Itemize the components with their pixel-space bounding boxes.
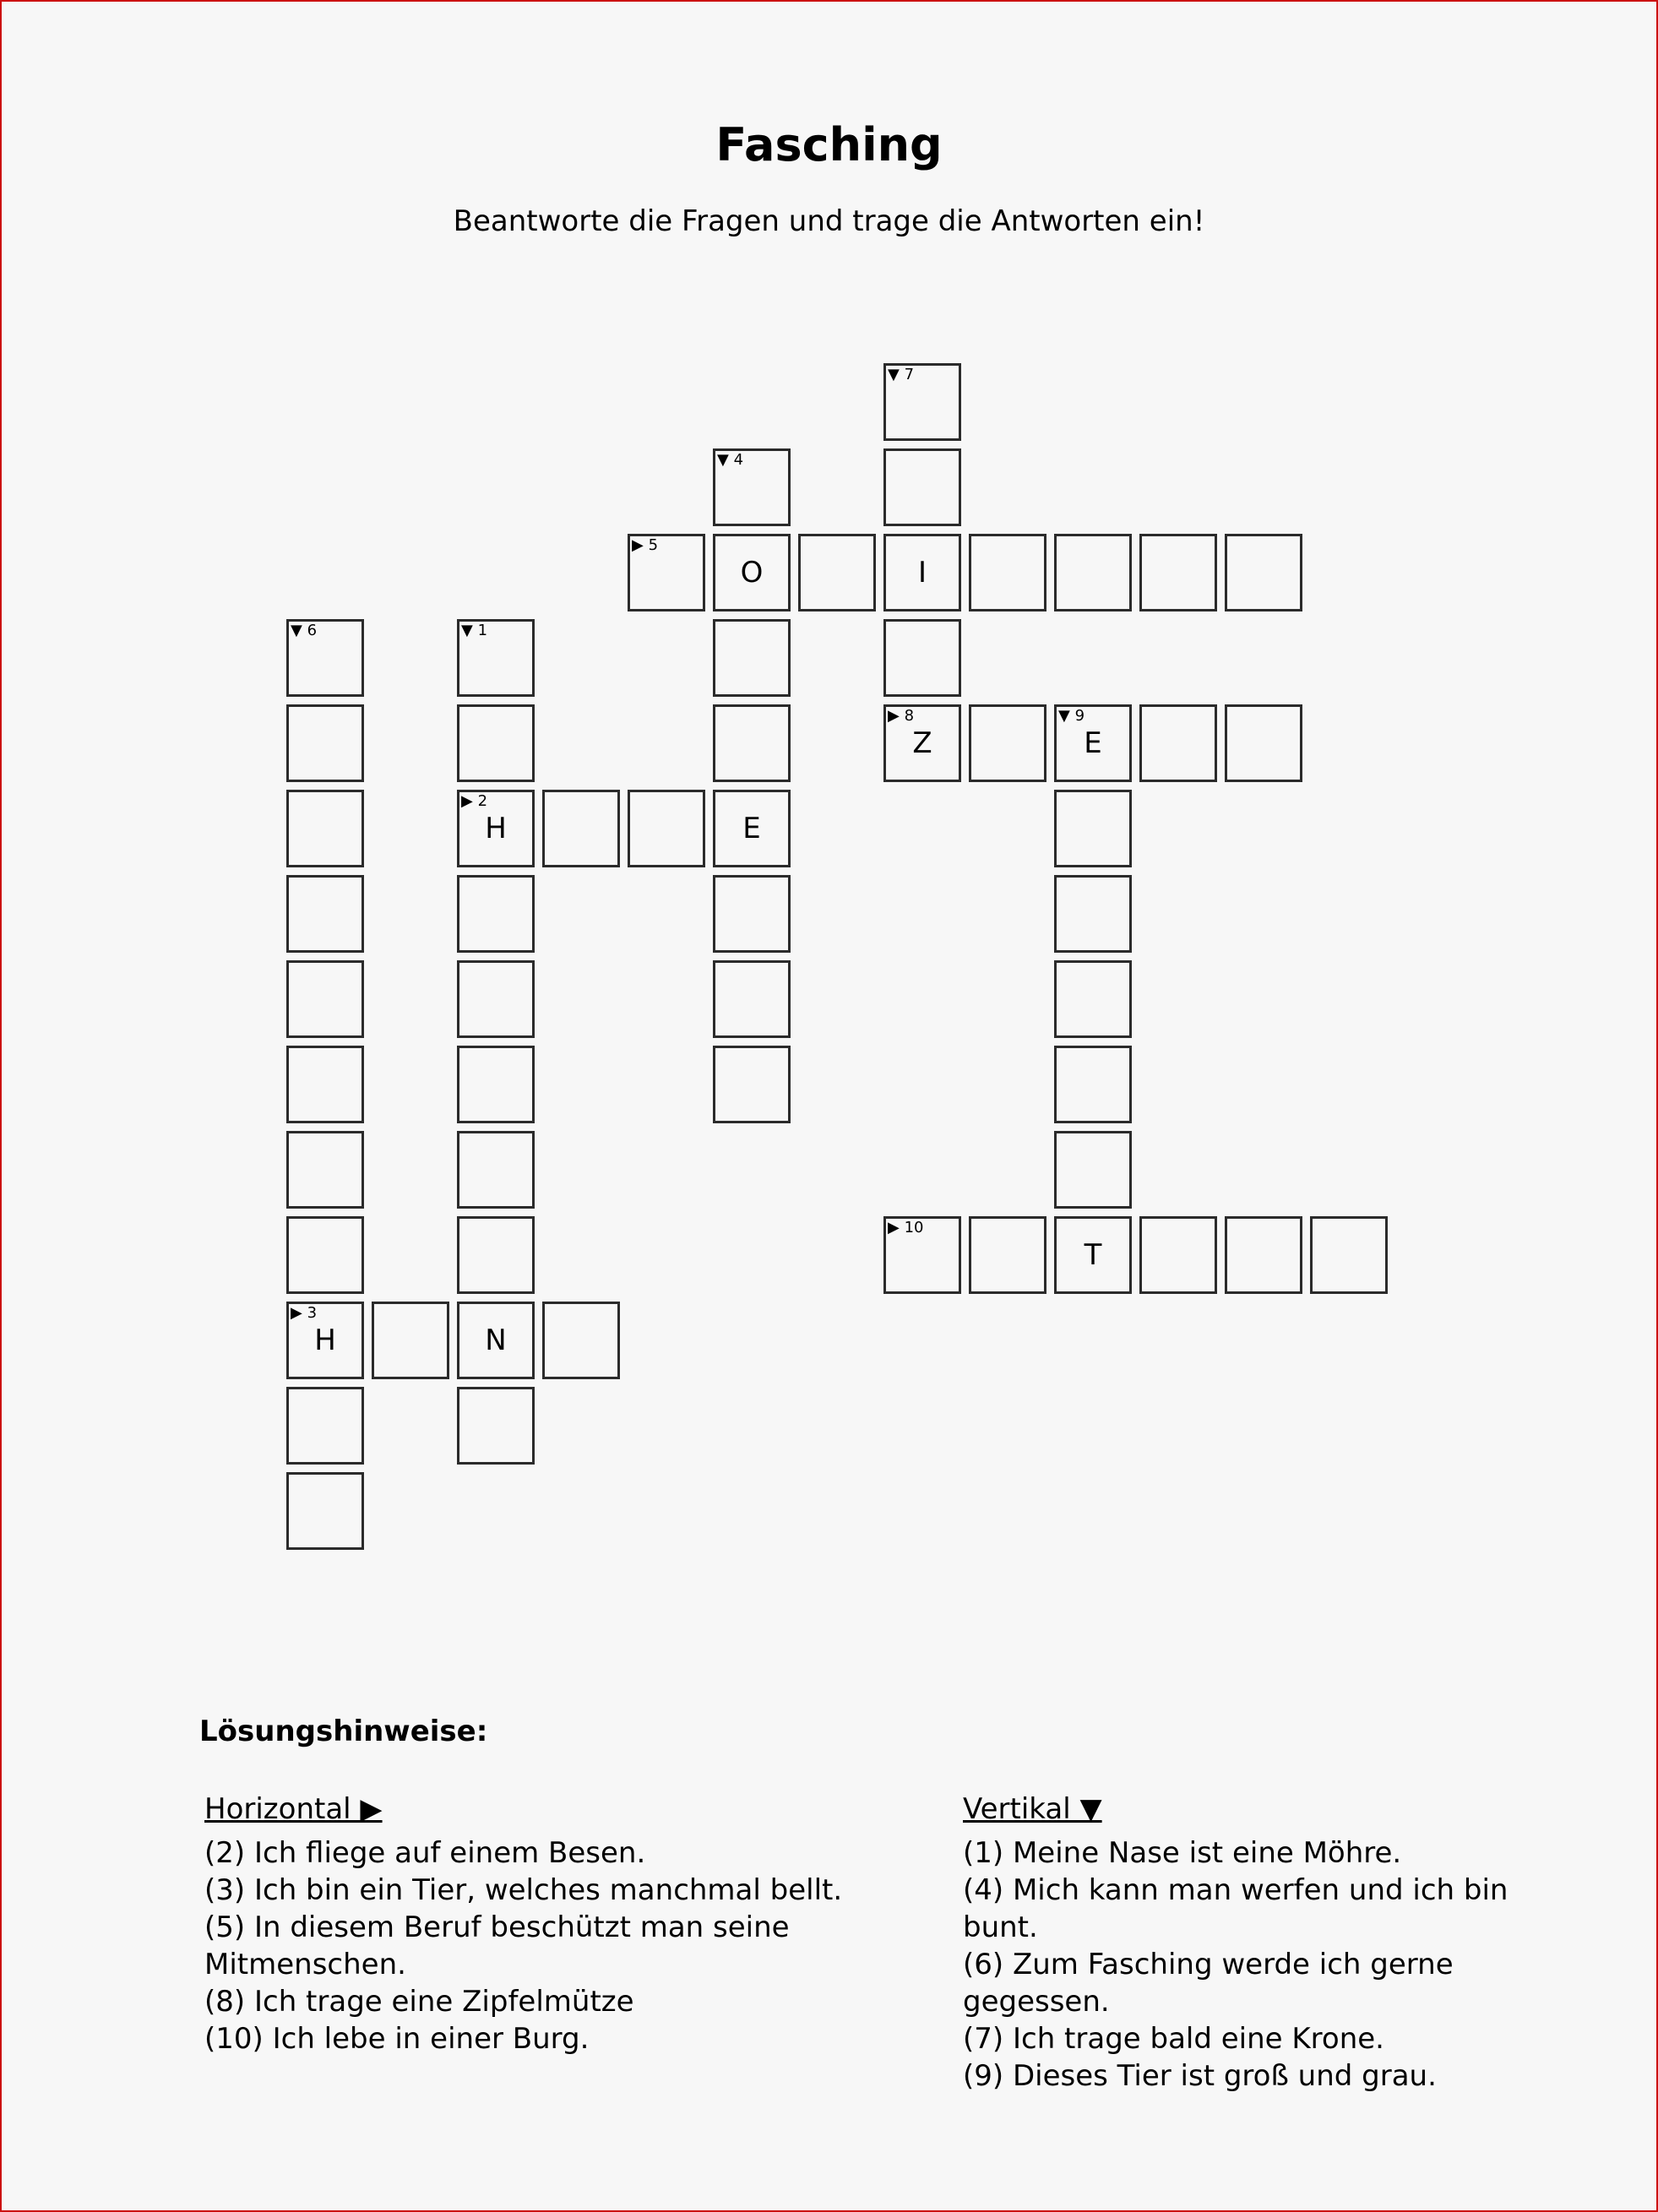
crossword-cell[interactable] — [457, 790, 535, 867]
crossword-cell[interactable] — [286, 960, 364, 1038]
crossword-cell[interactable] — [457, 875, 535, 953]
cell-letter: E — [1084, 726, 1102, 760]
crossword-cell[interactable] — [969, 534, 1046, 611]
crossword-cell[interactable] — [713, 875, 791, 953]
vertical-clues — [963, 1791, 1537, 2095]
crossword-cell[interactable] — [457, 1216, 535, 1294]
crossword-cell[interactable] — [457, 704, 535, 782]
clue-number: ▼ 7 — [888, 366, 915, 383]
crossword-cell[interactable] — [1054, 960, 1132, 1038]
crossword-cell[interactable] — [1054, 534, 1132, 611]
crossword-cell[interactable] — [457, 960, 535, 1038]
clue-item: (9) Dieses Tier ist groß und grau. — [963, 2059, 1437, 2093]
crossword-cell[interactable] — [883, 704, 961, 782]
crossword-cell[interactable] — [713, 790, 791, 867]
clue-number: ▼ 6 — [291, 622, 318, 639]
crossword-cell[interactable] — [1054, 1131, 1132, 1209]
crossword-cell[interactable] — [1225, 704, 1302, 782]
clue-number: ▼ 9 — [1058, 707, 1085, 725]
solution-heading: Lösungshinweise: — [199, 1715, 488, 1748]
clue-number: ▶ 5 — [632, 536, 659, 554]
crossword-cell[interactable] — [286, 704, 364, 782]
crossword-cell[interactable] — [457, 1046, 535, 1123]
cell-letter: I — [917, 556, 927, 590]
crossword-cell[interactable] — [286, 1216, 364, 1294]
crossword-cell[interactable] — [286, 1302, 364, 1379]
crossword-cell[interactable] — [457, 1387, 535, 1465]
clue-item: (5) In diesem Beruf beschützt man seine Mitmenschen. — [204, 1910, 790, 1981]
clue-item: (3) Ich bin ein Tier, welches manchmal bellt. — [204, 1873, 843, 1907]
crossword-cell[interactable] — [883, 363, 961, 441]
horizontal-clues — [204, 1791, 897, 2057]
cell-letter: O — [740, 556, 764, 590]
crossword-cell[interactable] — [372, 1302, 449, 1379]
crossword-cell[interactable] — [628, 534, 705, 611]
crossword-cell[interactable] — [969, 704, 1046, 782]
crossword-cell[interactable] — [286, 619, 364, 697]
vertical-heading: Vertikal ▼ — [963, 1792, 1102, 1826]
clue-item: (1) Meine Nase ist eine Möhre. — [963, 1836, 1402, 1870]
crossword-cell[interactable] — [286, 1131, 364, 1209]
crossword-cell[interactable] — [1054, 704, 1132, 782]
crossword-cell[interactable] — [286, 1387, 364, 1465]
crossword-cell[interactable] — [628, 790, 705, 867]
crossword-cell[interactable] — [713, 704, 791, 782]
horizontal-heading: Horizontal ▶ — [204, 1792, 383, 1826]
clue-item: (10) Ich lebe in einer Burg. — [204, 2022, 590, 2056]
clue-number: ▼ 4 — [717, 451, 744, 469]
clue-number: ▼ 1 — [461, 622, 488, 639]
crossword-cell[interactable] — [1139, 704, 1217, 782]
crossword-cell[interactable] — [1139, 534, 1217, 611]
crossword-cell[interactable] — [798, 534, 876, 611]
crossword-cell[interactable] — [883, 1216, 961, 1294]
crossword-cell[interactable] — [1225, 1216, 1302, 1294]
crossword-cell[interactable] — [883, 619, 961, 697]
clue-number: ▶ 3 — [291, 1304, 318, 1322]
crossword-cell[interactable] — [883, 448, 961, 526]
cell-letter: E — [742, 812, 761, 845]
clue-number: ▶ 2 — [461, 792, 488, 810]
crossword-cell[interactable] — [286, 875, 364, 953]
clue-number: ▶ 8 — [888, 707, 915, 725]
crossword-cell[interactable] — [1054, 875, 1132, 953]
page-subtitle: Beantworte die Fragen und trage die Antworten ein! — [453, 204, 1205, 238]
crossword-cell[interactable] — [457, 1302, 535, 1379]
crossword-cell[interactable] — [542, 1302, 620, 1379]
crossword-cell[interactable] — [713, 448, 791, 526]
crossword-cell[interactable] — [713, 1046, 791, 1123]
crossword-cell[interactable] — [1139, 1216, 1217, 1294]
crossword-cell[interactable] — [542, 790, 620, 867]
clue-item: (4) Mich kann man werfen und ich bin bunt. — [963, 1873, 1509, 1944]
crossword-cell[interactable] — [286, 1472, 364, 1550]
cell-letter: N — [485, 1323, 507, 1357]
crossword-cell[interactable] — [1054, 1216, 1132, 1294]
crossword-cell[interactable] — [1310, 1216, 1388, 1294]
clue-item: (8) Ich trage eine Zipfelmütze — [204, 1985, 634, 2019]
crossword-cell[interactable] — [1225, 534, 1302, 611]
clue-item: (6) Zum Fasching werde ich gerne gegessen. — [963, 1948, 1454, 2019]
crossword-cell[interactable] — [286, 790, 364, 867]
crossword-cell[interactable] — [457, 1131, 535, 1209]
page-title: Fasching — [715, 118, 943, 171]
crossword-cell[interactable] — [713, 619, 791, 697]
clue-item: (2) Ich fliege auf einem Besen. — [204, 1836, 646, 1870]
cell-letter: T — [1084, 1238, 1102, 1272]
crossword-cell[interactable] — [457, 619, 535, 697]
crossword-cell[interactable] — [713, 960, 791, 1038]
crossword-cell[interactable] — [883, 534, 961, 611]
crossword-cell[interactable] — [969, 1216, 1046, 1294]
cell-letter: H — [314, 1323, 336, 1357]
crossword-cell[interactable] — [286, 1046, 364, 1123]
crossword-cell[interactable] — [713, 534, 791, 611]
clue-number: ▶ 10 — [888, 1219, 924, 1236]
cell-letter: H — [485, 812, 507, 845]
crossword-cell[interactable] — [1054, 1046, 1132, 1123]
clue-item: (7) Ich trage bald eine Krone. — [963, 2022, 1384, 2056]
cell-letter: Z — [912, 726, 932, 760]
crossword-cell[interactable] — [1054, 790, 1132, 867]
